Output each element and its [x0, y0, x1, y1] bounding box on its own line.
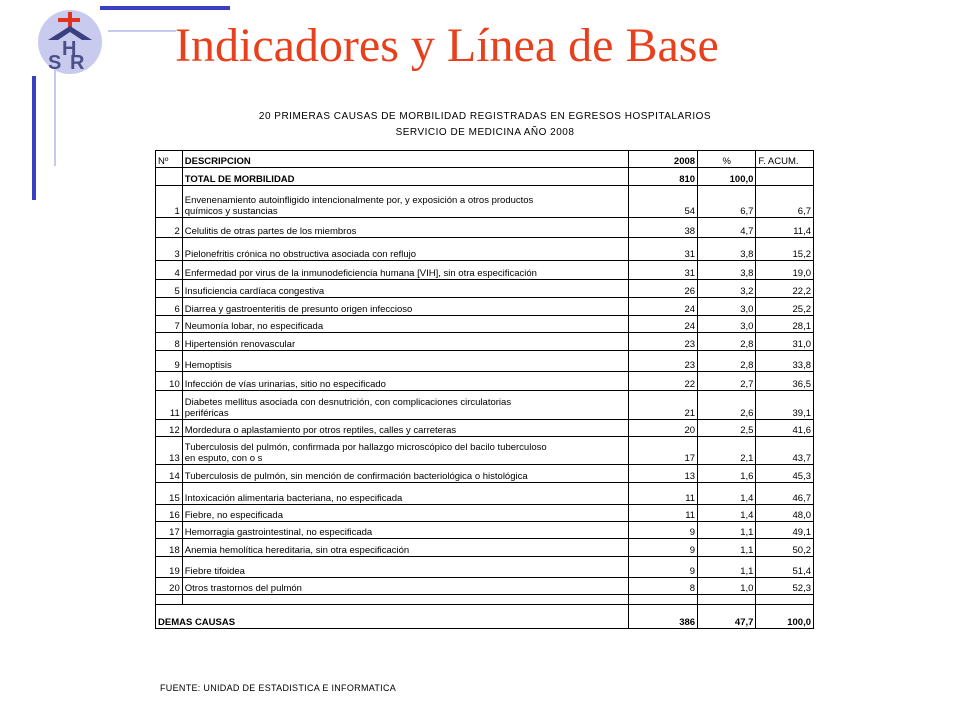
table-row — [156, 557, 814, 578]
row-cumulative: 25,2 — [756, 298, 814, 316]
row-percent: 1,1 — [698, 557, 756, 578]
row-value: 8 — [628, 578, 697, 595]
table-row — [156, 186, 814, 218]
row-description — [182, 465, 628, 483]
row-value: 20 — [628, 420, 697, 437]
row-number: 6 — [156, 298, 183, 316]
left-accent-bar-light — [54, 66, 56, 166]
total-percent: 100,0 — [698, 168, 756, 186]
table-header-row — [156, 151, 814, 168]
row-number: 16 — [156, 505, 183, 522]
row-description — [182, 372, 628, 391]
row-description — [182, 505, 628, 522]
row-percent: 1,1 — [698, 539, 756, 557]
row-percent: 1,4 — [698, 505, 756, 522]
row-description — [182, 298, 628, 316]
row-number: 1 — [156, 186, 183, 218]
row-number: 9 — [156, 351, 183, 372]
row-number: 18 — [156, 539, 183, 557]
row-percent: 2,7 — [698, 372, 756, 391]
top-accent-bar-light — [108, 30, 176, 32]
row-value: 9 — [628, 522, 697, 539]
header-num: Nº — [156, 151, 183, 168]
row-value: 9 — [628, 539, 697, 557]
row-description-line: Infección de vías urinarias, sitio no especificado — [184, 379, 386, 390]
row-value: 38 — [628, 218, 697, 238]
row-cumulative: 28,1 — [756, 316, 814, 333]
other-causes-cumulative: 100,0 — [756, 605, 814, 629]
row-number: 13 — [156, 437, 183, 465]
row-percent: 6,7 — [698, 186, 756, 218]
row-description — [182, 238, 628, 261]
row-description-line: Tuberculosis del pulmón, confirmada por hallazgo microscópico del bacilo tuberculoso — [184, 442, 547, 453]
row-number: 5 — [156, 280, 183, 298]
row-value: 31 — [628, 261, 697, 280]
table-row — [156, 280, 814, 298]
morbidity-table — [155, 150, 814, 629]
row-description-line: Mordedura o aplastamiento por otros reptiles, calles y carreteras — [184, 425, 457, 436]
left-accent-bar — [32, 76, 36, 200]
row-cumulative: 15,2 — [756, 238, 814, 261]
table-row — [156, 539, 814, 557]
row-description-line: Hipertensión renovascular — [184, 339, 296, 350]
row-description — [182, 218, 628, 238]
row-description — [182, 483, 628, 505]
table-row — [156, 483, 814, 505]
row-number: 15 — [156, 483, 183, 505]
spacer-cell — [156, 595, 183, 605]
row-description — [182, 578, 628, 595]
row-description — [182, 351, 628, 372]
top-accent-bar — [100, 6, 230, 10]
table-row — [156, 261, 814, 280]
row-cumulative: 33,8 — [756, 351, 814, 372]
row-cumulative: 22,2 — [756, 280, 814, 298]
row-description-line: Fiebre tifoidea — [184, 566, 245, 577]
total-value: 810 — [628, 168, 697, 186]
total-cumulative — [756, 168, 814, 186]
row-description — [182, 261, 628, 280]
table-row — [156, 372, 814, 391]
row-description-line: Intoxicación alimentaria bacteriana, no especificada — [184, 493, 403, 504]
row-number: 14 — [156, 465, 183, 483]
table-row — [156, 522, 814, 539]
row-description — [182, 437, 628, 465]
table-row — [156, 420, 814, 437]
row-percent: 1,4 — [698, 483, 756, 505]
row-description-line: Diabetes mellitus asociada con desnutrición, con complicaciones circulatorias — [184, 397, 512, 408]
row-description — [182, 316, 628, 333]
row-number: 20 — [156, 578, 183, 595]
row-cumulative: 49,1 — [756, 522, 814, 539]
row-cumulative: 11,4 — [756, 218, 814, 238]
row-percent: 2,8 — [698, 333, 756, 351]
row-number: 10 — [156, 372, 183, 391]
table-caption-line-1: 20 PRIMERAS CAUSAS DE MORBILIDAD REGISTRADAS EN EGRESOS HOSPITALARIOS — [258, 111, 712, 122]
table-row — [156, 238, 814, 261]
spacer-cell — [182, 595, 628, 605]
row-cumulative: 51,4 — [756, 557, 814, 578]
table-row — [156, 578, 814, 595]
row-description-line: periféricas — [184, 408, 229, 419]
row-description-line: Diarrea y gastroenteritis de presunto origen infeccioso — [184, 304, 413, 315]
other-causes-percent: 47,7 — [698, 605, 756, 629]
row-description-line: químicos y sustancias — [184, 206, 278, 217]
table-row — [156, 465, 814, 483]
row-number: 2 — [156, 218, 183, 238]
row-value: 26 — [628, 280, 697, 298]
total-num — [156, 168, 183, 186]
spacer-row — [156, 595, 814, 605]
row-percent: 3,8 — [698, 261, 756, 280]
row-value: 13 — [628, 465, 697, 483]
row-percent: 2,5 — [698, 420, 756, 437]
row-percent: 1,0 — [698, 578, 756, 595]
header-description: DESCRIPCION — [182, 151, 628, 168]
row-value: 24 — [628, 316, 697, 333]
row-percent: 2,6 — [698, 391, 756, 420]
row-description — [182, 539, 628, 557]
row-cumulative: 41,6 — [756, 420, 814, 437]
row-number: 7 — [156, 316, 183, 333]
row-description-line: Otros trastornos del pulmón — [184, 583, 302, 594]
slide-title: Indicadores y Línea de Base — [175, 19, 719, 72]
table-row — [156, 316, 814, 333]
table-row — [156, 298, 814, 316]
row-description — [182, 186, 628, 218]
row-description — [182, 333, 628, 351]
header-year: 2008 — [628, 151, 697, 168]
hospital-logo — [38, 10, 102, 74]
row-description — [182, 522, 628, 539]
row-value: 24 — [628, 298, 697, 316]
source-footnote: FUENTE: UNIDAD DE ESTADISTICA E INFORMATICA — [160, 683, 397, 693]
logo-letter-s: S — [48, 52, 62, 74]
row-number: 8 — [156, 333, 183, 351]
row-value: 11 — [628, 505, 697, 522]
row-percent: 3,8 — [698, 238, 756, 261]
row-description-line: Anemia hemolítica hereditaria, sin otra especificación — [184, 545, 410, 556]
row-description-line: Envenenamiento autoinfligido intencionalmente por, y exposición a otros productos — [184, 195, 534, 206]
row-description-line: Insuficiencia cardíaca congestiva — [184, 286, 325, 297]
row-description — [182, 280, 628, 298]
table-row — [156, 351, 814, 372]
row-description-line: Hemoptisis — [184, 360, 232, 371]
total-row — [156, 168, 814, 186]
table-row — [156, 218, 814, 238]
table-row — [156, 391, 814, 420]
table-row — [156, 333, 814, 351]
row-cumulative: 19,0 — [756, 261, 814, 280]
logo-cross-bar — [58, 18, 80, 22]
row-description-line: Fiebre, no especificada — [184, 510, 283, 521]
row-number: 11 — [156, 391, 183, 420]
row-cumulative: 48,0 — [756, 505, 814, 522]
other-causes-row — [156, 605, 814, 629]
row-cumulative: 31,0 — [756, 333, 814, 351]
logo-letter-r: R — [70, 52, 85, 74]
table-row — [156, 505, 814, 522]
spacer-cell — [756, 595, 814, 605]
row-description — [182, 557, 628, 578]
row-cumulative: 36,5 — [756, 372, 814, 391]
row-cumulative: 6,7 — [756, 186, 814, 218]
row-value: 23 — [628, 333, 697, 351]
logo-letter-h: H — [62, 38, 77, 60]
spacer-cell — [628, 595, 697, 605]
row-value: 54 — [628, 186, 697, 218]
row-value: 22 — [628, 372, 697, 391]
row-percent: 2,8 — [698, 351, 756, 372]
row-description — [182, 420, 628, 437]
table-row — [156, 437, 814, 465]
row-description-line: Neumonía lobar, no especificada — [184, 321, 324, 332]
row-value: 23 — [628, 351, 697, 372]
row-description-line: Celulitis de otras partes de los miembros — [184, 226, 357, 237]
row-description-line: Pielonefritis crónica no obstructiva asociada con reflujo — [184, 249, 417, 260]
row-number: 19 — [156, 557, 183, 578]
row-description-line: en esputo, con o s — [184, 453, 263, 464]
row-value: 31 — [628, 238, 697, 261]
row-cumulative: 43,7 — [756, 437, 814, 465]
row-value: 17 — [628, 437, 697, 465]
row-percent: 3,2 — [698, 280, 756, 298]
other-causes-label: DEMAS CAUSAS — [156, 605, 629, 629]
row-value: 11 — [628, 483, 697, 505]
row-value: 21 — [628, 391, 697, 420]
row-percent: 3,0 — [698, 298, 756, 316]
row-description — [182, 391, 628, 420]
row-description-line: Hemorragia gastrointestinal, no especificada — [184, 527, 373, 538]
table-caption-line-2: SERVICIO DE MEDICINA AÑO 2008 — [395, 127, 575, 138]
row-percent: 1,6 — [698, 465, 756, 483]
header-cumulative: F. ACUM. — [756, 151, 814, 168]
total-label: TOTAL DE MORBILIDAD — [182, 168, 628, 186]
row-cumulative: 39,1 — [756, 391, 814, 420]
row-percent: 1,1 — [698, 522, 756, 539]
other-causes-value: 386 — [628, 605, 697, 629]
row-value: 9 — [628, 557, 697, 578]
spacer-cell — [698, 595, 756, 605]
row-percent: 3,0 — [698, 316, 756, 333]
header-percent: % — [698, 151, 756, 168]
row-cumulative: 46,7 — [756, 483, 814, 505]
row-cumulative: 50,2 — [756, 539, 814, 557]
row-description-line: Tuberculosis de pulmón, sin mención de confirmación bacteriológica o histológica — [184, 471, 528, 482]
row-cumulative: 52,3 — [756, 578, 814, 595]
row-number: 3 — [156, 238, 183, 261]
row-percent: 4,7 — [698, 218, 756, 238]
row-number: 12 — [156, 420, 183, 437]
row-percent: 2,1 — [698, 437, 756, 465]
row-cumulative: 45,3 — [756, 465, 814, 483]
row-number: 17 — [156, 522, 183, 539]
row-description-line: Enfermedad por virus de la inmunodeficiencia humana [VIH], sin otra especificación — [184, 268, 537, 279]
row-number: 4 — [156, 261, 183, 280]
